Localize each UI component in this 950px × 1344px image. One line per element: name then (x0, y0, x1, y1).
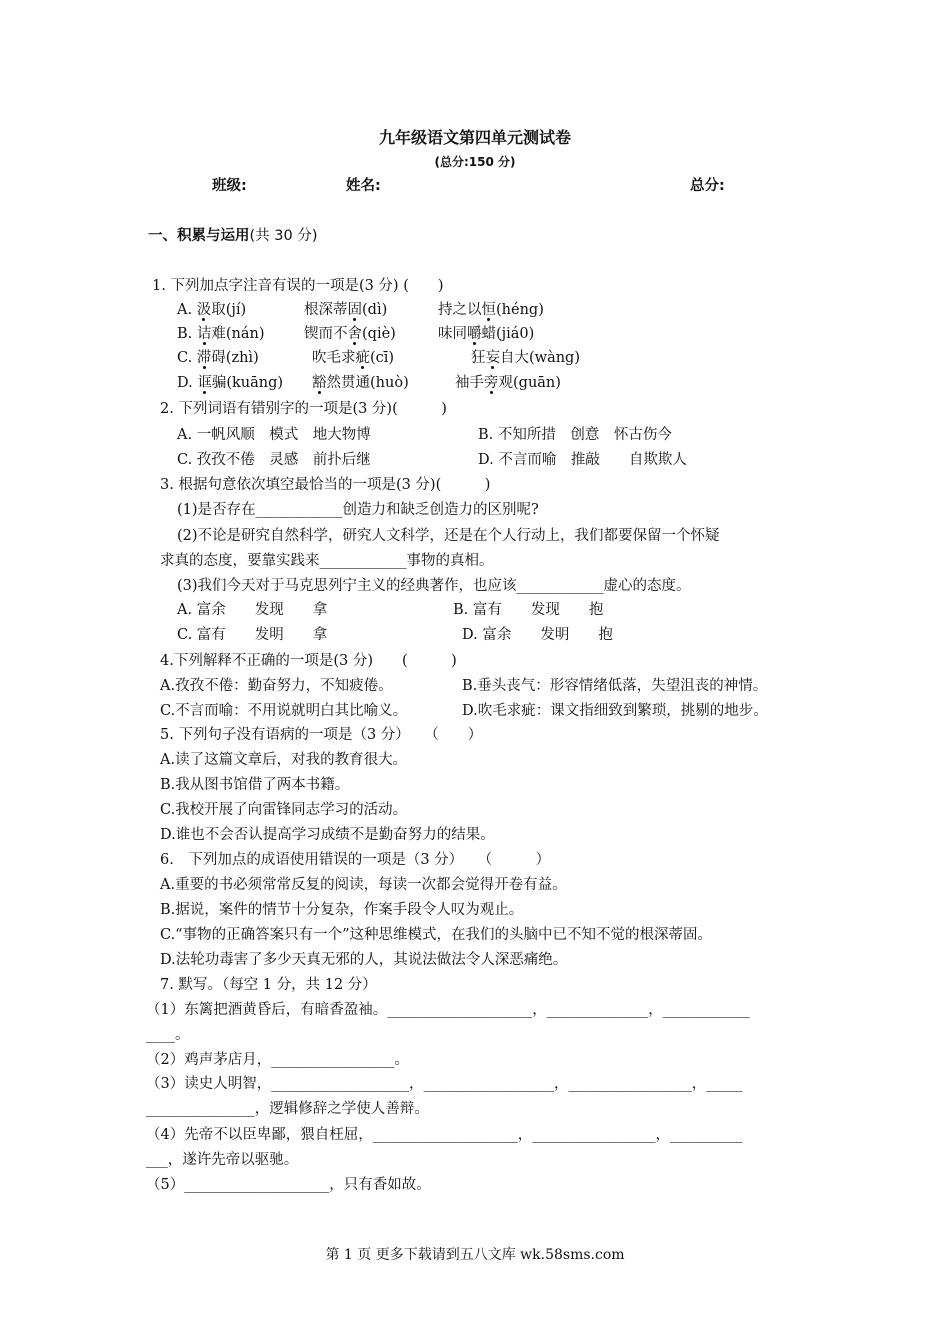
q6-option-a: A.重要的书必须常常反复的阅读，每读一次都会觉得开卷有益。 (160, 877, 567, 893)
q1-option-b (177, 324, 265, 344)
option-text: 难(nán) (211, 326, 265, 342)
q7-line-1-cont: ____。 (146, 1027, 190, 1043)
option-letter: B. (177, 326, 197, 342)
option-text: 观(guān) (498, 375, 561, 391)
q1-option-b-3 (438, 324, 534, 344)
option-text: 根深蒂 (304, 302, 348, 318)
q6-option-c: C.“事物的正确答案只有一个”这种思维模式，在我们的头脑中已不知不觉的根深蒂固。 (160, 927, 713, 943)
score-label: 总分: (690, 178, 725, 194)
dotted-char: 疵 (355, 350, 370, 366)
dotted-char: 固 (347, 302, 362, 318)
option-text: 自大(wàng) (500, 350, 580, 366)
q1-option-c (177, 348, 259, 368)
q3-stem: 3. 根据句意依次填空最恰当的一项是(3 分)( ) (160, 477, 491, 493)
q1-option-d-2 (312, 373, 409, 393)
q7-line-3-cont: _______________，逻辑修辞之学使人善辩。 (146, 1101, 429, 1117)
q6-option-b: B.据说，案件的情节十分复杂，作案手段令人叹为观止。 (160, 902, 524, 918)
name-label: 姓名: (346, 178, 381, 194)
q3-option-d: D. 富余 发明 抱 (462, 627, 613, 643)
q2-option-b: B. 不知所措 创意 怀古伤今 (478, 427, 672, 443)
q4-option-c: C.不言而喻：不用说就明白其比喻义。 (160, 703, 408, 719)
q4-option-d: D.吹毛求疵：课文指细致到繁琐，挑剔的地步。 (462, 703, 768, 719)
option-text: 吹毛求 (312, 350, 356, 366)
option-letter: C. (177, 350, 197, 366)
option-text: 取(jí) (211, 302, 247, 318)
q2-stem: 2. 下列词语有错别字的一项是(3 分)( ) (160, 401, 447, 417)
page-title: 九年级语文第四单元测试卷 (378, 128, 571, 147)
q3-sentence-2: (2)不论是研究自然科学，研究人文科学，还是在个人行动上，我们都要保留一个怀疑 (177, 528, 720, 544)
q3-sentence-3: (3)我们今天对于马克思列宁主义的经典著作，也应该____________虚心的态度。 (177, 578, 691, 594)
option-text: 锲而不 (304, 326, 348, 342)
section-heading-points: (共 30 分) (249, 228, 318, 244)
q7-line-5: （5）____________________，只有香如故。 (146, 1177, 431, 1193)
q2-option-d: D. 不言而喻 推敲 自欺欺人 (478, 452, 687, 468)
q4-option-b: B.垂头丧气：形容情绪低落，失望沮丧的神情。 (462, 678, 768, 694)
q7-line-2: （2）鸡声茅店月，_________________。 (146, 1052, 409, 1068)
option-text: (cī) (370, 350, 395, 366)
option-text: (qiè) (362, 326, 396, 342)
dotted-char: 嚼 (467, 326, 482, 342)
dotted-char: 舍 (347, 326, 362, 342)
q1-option-d-3 (455, 373, 561, 393)
dotted-char: 旁 (484, 375, 499, 391)
page-footer: 第 1 页 更多下载请到五八文库 wk.58sms.com (325, 1247, 625, 1263)
q2-option-a: A. 一帆风顺 模式 地大物博 (177, 427, 371, 443)
q2-option-c: C. 孜孜不倦 灵感 前扑后继 (177, 452, 371, 468)
option-text: 蜡(jiá0) (481, 326, 535, 342)
dotted-char: 豁 (312, 375, 327, 391)
q6-option-d: D.法轮功毒害了多少天真无邪的人，其说法做法令人深恶痛绝。 (160, 952, 568, 968)
q1-option-c-2 (312, 348, 394, 368)
q5-option-c: C.我校开展了向雷锋同志学习的活动。 (160, 802, 408, 818)
option-text: 碍(zhì) (211, 350, 259, 366)
q3-sentence-2-cont: 求真的态度，要靠实践来____________事物的真相。 (160, 553, 494, 569)
q7-line-4: （4）先帝不以臣卑鄙，猥自枉屈，____________________，_________________，__________ (146, 1127, 743, 1143)
q1-option-a-3 (438, 300, 544, 320)
q1-option-d (177, 373, 283, 393)
section-heading (148, 226, 317, 246)
section-heading-title: 一、积累与运用 (148, 228, 250, 244)
dotted-char: 滞 (196, 350, 212, 366)
option-text: 狂 (471, 350, 486, 366)
q3-option-a: A. 富余 发现 拿 (177, 602, 328, 618)
option-text: 袖手 (455, 375, 484, 391)
dotted-char: 恒 (481, 302, 496, 318)
q4-option-a: A.孜孜不倦：勤奋努力，不知疲倦。 (160, 678, 393, 694)
q3-sentence-1: (1)是否存在____________创造力和缺乏创造力的区别呢? (177, 502, 539, 518)
q7-line-3: （3）读史人明智，___________________，__________________，_________________，_____ (146, 1076, 743, 1092)
dotted-char: 汲 (196, 302, 212, 318)
q3-option-c: C. 富有 发明 拿 (177, 627, 328, 643)
total-score-subtitle: (总分:150 分) (434, 155, 516, 169)
option-text: (dì) (362, 302, 388, 318)
q1-option-a-2 (304, 300, 387, 320)
option-text: 味同 (438, 326, 467, 342)
option-text: 骗(kuāng) (211, 375, 284, 391)
option-letter: D. (177, 375, 198, 391)
q1-stem: 1. 下列加点字注音有误的一项是(3 分) ( ) (152, 278, 444, 294)
q1-option-b-2 (304, 324, 396, 344)
q7-line-4-cont: ___，遂许先帝以驱驰。 (146, 1152, 299, 1168)
q7-line-1: （1）东篱把酒黄昏后，有暗香盈袖。____________________，______________，____________ (146, 1002, 750, 1018)
dotted-char: 诘 (196, 326, 212, 342)
q7-stem: 7. 默写。（每空 1 分，共 12 分） (160, 977, 377, 993)
q5-option-b: B.我从图书馆借了两本书籍。 (160, 777, 350, 793)
q6-stem: 6. 下列加点的成语使用错误的一项是（3 分） （ ） (160, 852, 551, 868)
dotted-char: 诓 (197, 375, 212, 391)
option-text: 然贯通(huò) (326, 375, 409, 391)
option-text: (héng) (496, 302, 544, 318)
option-text: 持之以 (438, 302, 482, 318)
q5-option-a: A.读了这篇文章后，对我的教育很大。 (160, 752, 408, 768)
q5-stem: 5. 下列句子没有语病的一项是（3 分） （ ） (160, 727, 483, 743)
q4-stem: 4.下列解释不正确的一项是(3 分) ( ) (160, 653, 457, 669)
q5-option-d: D.谁也不会否认提高学习成绩不是勤奋努力的结果。 (160, 827, 495, 843)
q1-option-c-3 (471, 348, 580, 368)
class-label: 班级: (212, 178, 247, 194)
q1-option-a (177, 300, 246, 320)
q3-option-b: B. 富有 发现 抱 (453, 602, 604, 618)
option-letter: A. (177, 302, 197, 318)
dotted-char: 妄 (485, 350, 500, 366)
